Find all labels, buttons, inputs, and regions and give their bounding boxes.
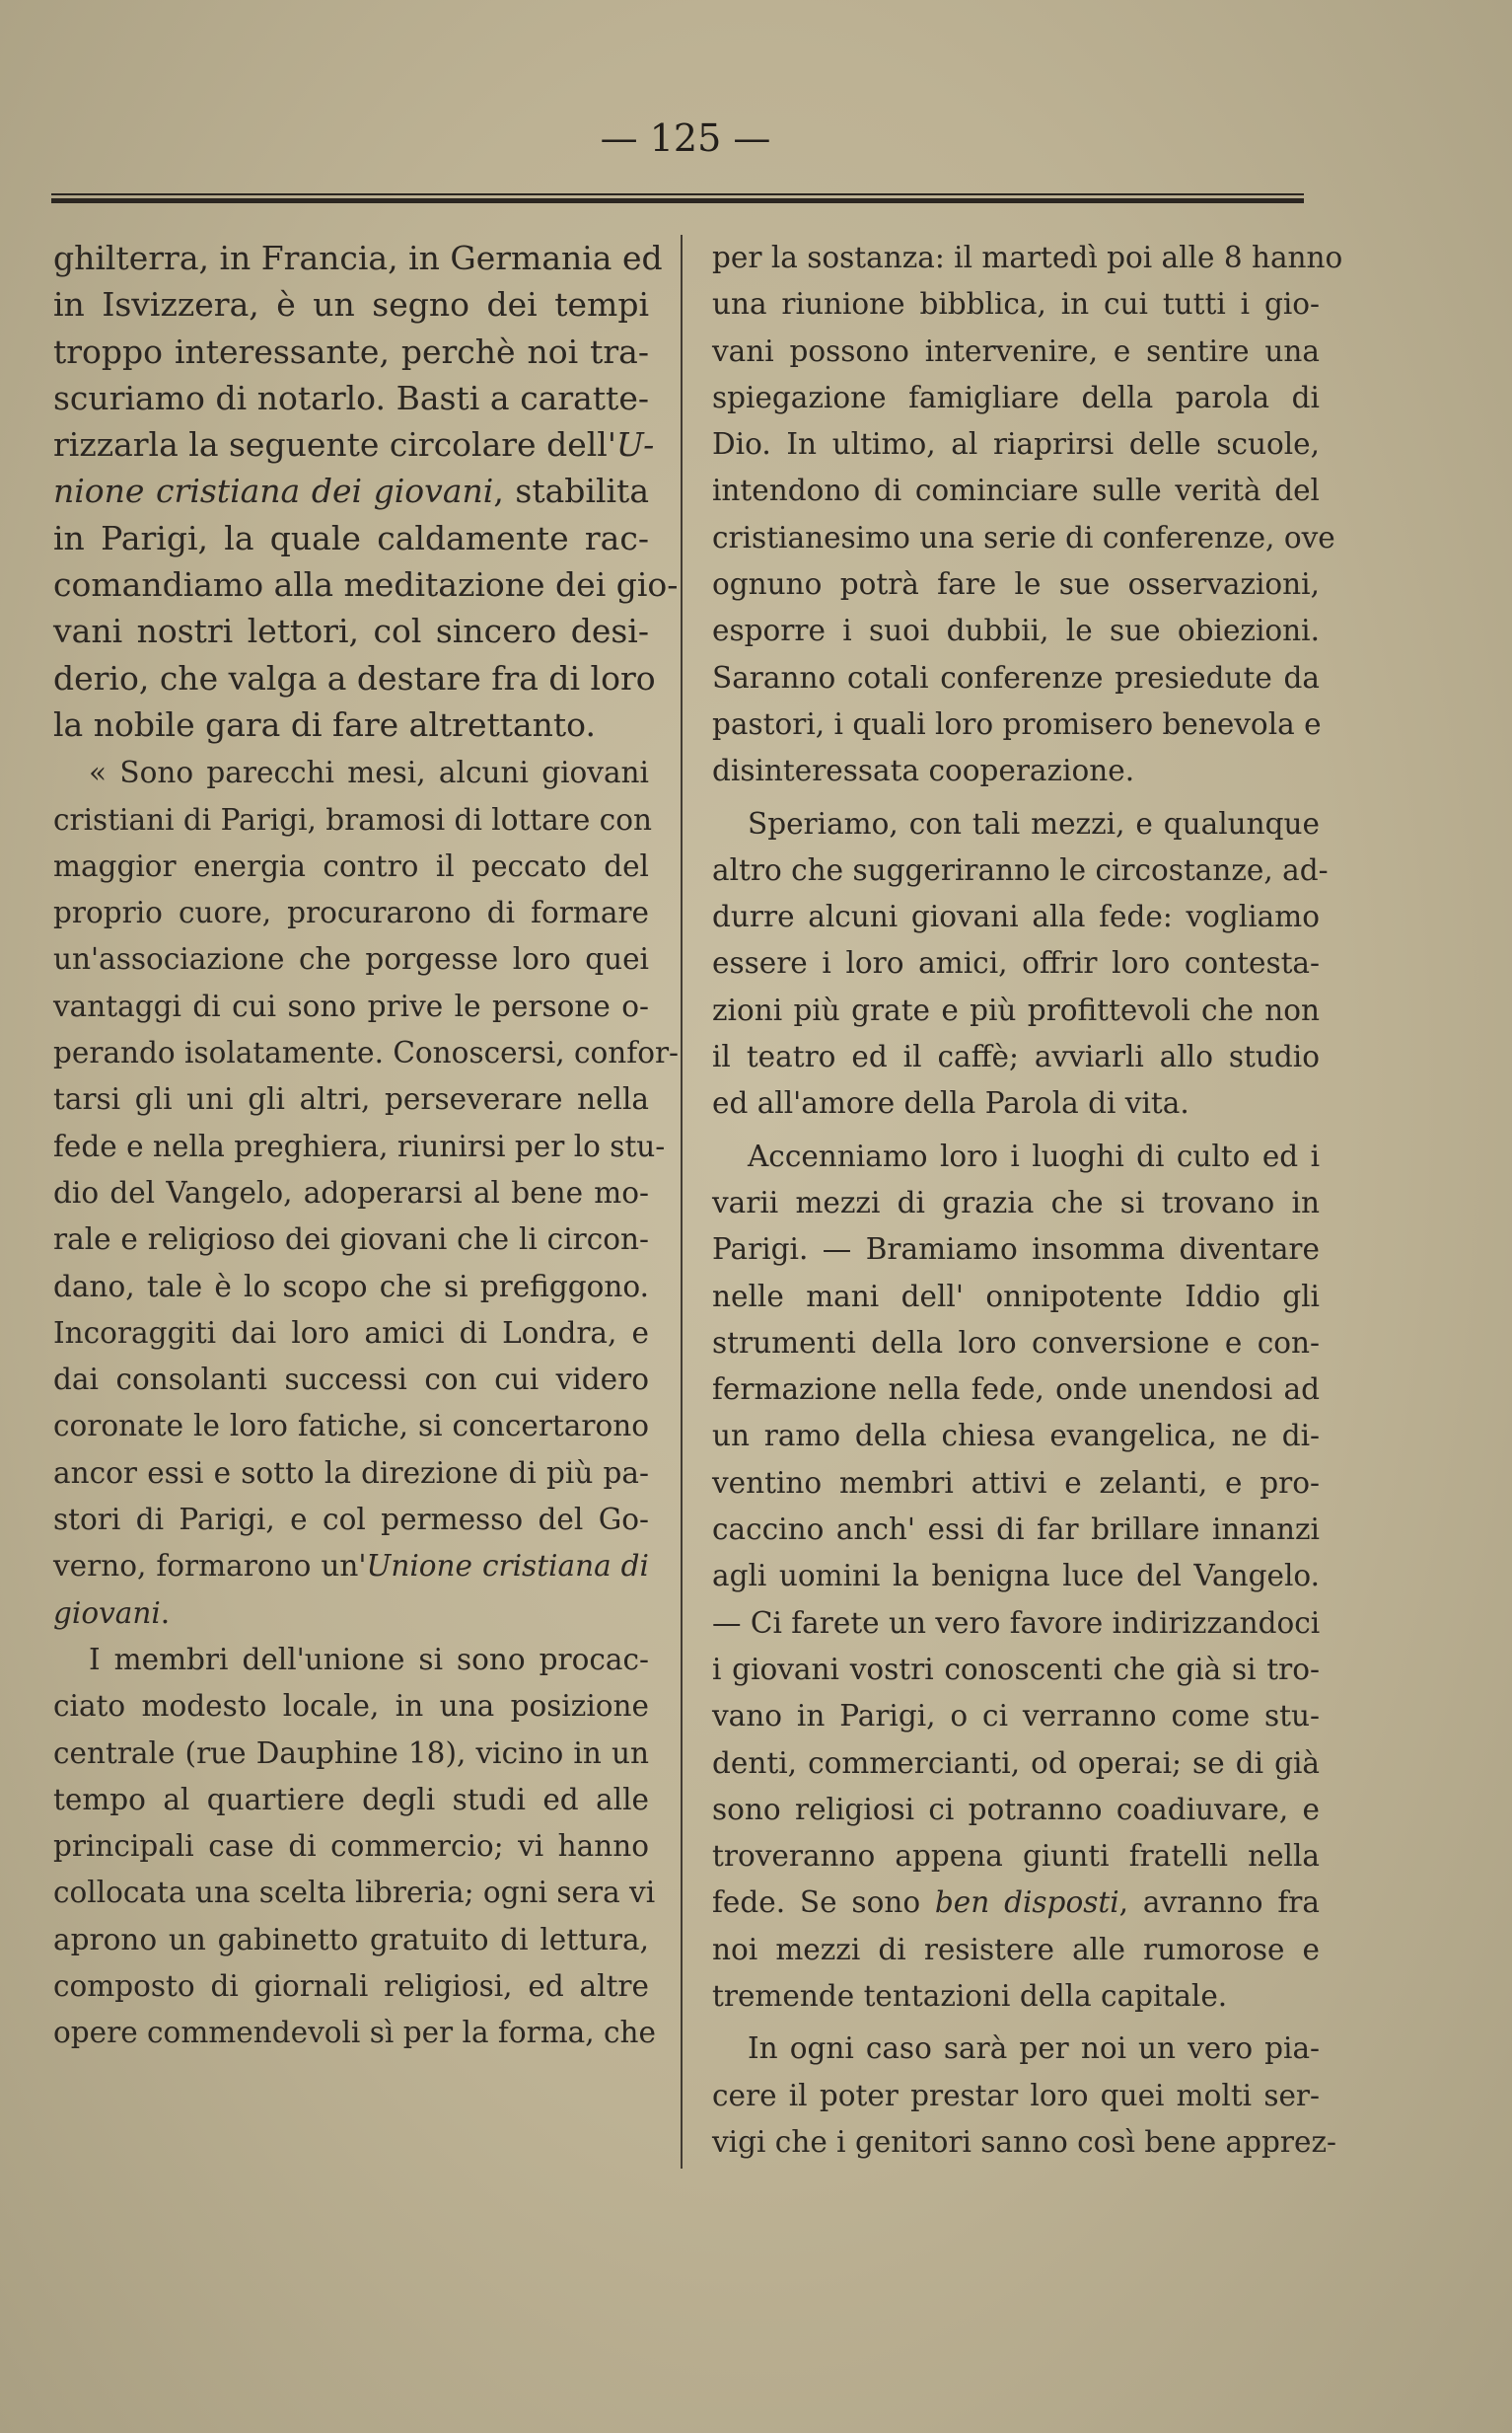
text-line: Accenniamo loro i luoghi di culto ed i (748, 1139, 1320, 1173)
header-rule (51, 193, 1304, 203)
italic-title-fragment: U- (615, 425, 655, 465)
right-worship-paragraph (712, 1134, 1320, 2021)
text-line: tempo al quartiere degli studi ed alle (53, 1782, 649, 1816)
text-fragment: , avranno fra (1118, 1885, 1320, 1920)
left-column (53, 235, 680, 2057)
text-line: in Isvizzera, è un segno dei tempi (53, 285, 649, 325)
italic-title-fragment: nione cristiana dei giovani (53, 472, 494, 511)
text-line: dano, tale è lo scopo che si prefiggono. (53, 1269, 649, 1303)
text-line: aprono un gabinetto gratuito di lettura, (53, 1922, 649, 1956)
text-fragment: verno, formarono un' (53, 1549, 367, 1584)
text-line: scuriamo di notarlo. Basti a caratte- (53, 378, 649, 417)
text-line: agli uomini la benigna luce del Vangelo. (712, 1559, 1320, 1593)
text-line: vani nostri lettori, col sincero desi- (53, 612, 649, 651)
text-line: maggior energia contro il peccato del (53, 848, 649, 883)
text-fragment: . (160, 1595, 171, 1630)
italic-title-fragment: giovani (53, 1595, 161, 1630)
text-line (53, 1543, 649, 1589)
text-line: dai consolanti successi con cui videro (53, 1363, 649, 1397)
text-line: caccino anch' essi di far brillare innanzi (712, 1512, 1320, 1547)
text-line: ciato modesto locale, in una posizione (53, 1689, 649, 1724)
text-line: derio, che valga a destare fra di loro (53, 658, 656, 698)
text-line: intendono di cominciare sulle verità del (712, 474, 1320, 508)
text-line: tremende tentazioni della capitale. (712, 1978, 1228, 2013)
text-line: ognuno potrà fare le sue osservazioni, (712, 567, 1320, 602)
right-hopes-paragraph (712, 801, 1329, 1128)
text-line: un'associazione che porgesse loro quei (53, 942, 649, 977)
italic-emphasis-fragment: ben disposti (934, 1885, 1119, 1920)
text-line (712, 1880, 1320, 1926)
text-line: dio del Vangelo, adoperarsi al bene mo- (53, 1175, 649, 1210)
text-line: perando isolatamente. Conoscersi, confor- (53, 1036, 680, 1070)
text-fragment: rizzarla la seguente circolare dell' (53, 425, 616, 465)
text-line: principali case di commercio; vi hanno (53, 1829, 649, 1864)
text-line: cere il poter prestar loro quei molti ser- (712, 2078, 1320, 2112)
text-line: nelle mani dell' onnipotente Iddio gli (712, 1279, 1320, 1313)
text-line: opere commendevoli sì per la forma, che (53, 2016, 656, 2050)
text-line: una riunione bibblica, in cui tutti i gio- (712, 287, 1320, 322)
text-line: zioni più grate e più profittevoli che non (712, 993, 1320, 1027)
text-line: disinteressata cooperazione. (712, 754, 1135, 788)
text-line: ancor essi e sotto la direzione di più pa- (53, 1455, 649, 1490)
text-line: altro che suggeriranno le circostanze, ad- (712, 852, 1329, 887)
text-line: Parigi. — Bramiamo insomma diventare (712, 1232, 1320, 1267)
text-line: fede e nella preghiera, riunirsi per lo stu- (53, 1129, 666, 1163)
text-line: rale e religioso dei giovani che li circon- (53, 1222, 649, 1257)
left-membership-paragraph (53, 1637, 656, 2057)
text-line: tarsi gli uni gli altri, perseverare nella (53, 1082, 649, 1117)
text-line: stori di Parigi, e col permesso del Go- (53, 1503, 649, 1537)
text-line: « Sono parecchi mesi, alcuni giovani (89, 756, 649, 790)
text-line: ventino membri attivi e zelanti, e pro- (712, 1465, 1320, 1500)
text-line: noi mezzi di resistere alle rumorose e (712, 1932, 1320, 1966)
text-line: Saranno cotali conferenze presiedute da (712, 660, 1320, 695)
text-line: per la sostanza: il martedì poi alle 8 hanno (712, 241, 1343, 274)
text-line: durre alcuni giovani alla fede: vogliamo (712, 900, 1320, 934)
text-line: troveranno appena giunti fratelli nella (712, 1839, 1320, 1874)
text-line: proprio cuore, procurarono di formare (53, 896, 649, 930)
text-line: collocata una scelta libreria; ogni sera vi (53, 1876, 656, 1910)
text-line: un ramo della chiesa evangelica, ne di- (712, 1419, 1320, 1453)
text-line: coronate le loro fatiche, si concertarono (53, 1409, 649, 1443)
text-line: denti, commercianti, od operai; se di già (712, 1745, 1320, 1780)
text-line: comandiamo alla meditazione dei gio- (53, 565, 679, 605)
text-line: ghilterra, in Francia, in Germania ed (53, 239, 663, 277)
text-line: cristianesimo una serie di conferenze, ove (712, 520, 1335, 554)
left-quote-paragraph (53, 750, 680, 1637)
text-line: Incoraggiti dai loro amici di Londra, e (53, 1315, 649, 1350)
column-divider (681, 235, 683, 2169)
text-line: In ogni caso sarà per noi un vero pia- (748, 2031, 1320, 2066)
text-line: il teatro ed il caffè; avviarli allo studio (712, 1040, 1320, 1074)
right-column (712, 235, 1343, 2166)
text-line: vano in Parigi, o ci verranno come stu- (712, 1699, 1320, 1733)
text-line (53, 468, 649, 514)
text-line: troppo interessante, perchè noi tra- (53, 332, 649, 371)
text-line: sono religiosi ci potranno coadiuvare, e (712, 1792, 1320, 1826)
text-line: vantaggi di cui sono prive le persone o- (53, 989, 649, 1023)
text-line: centrale (rue Dauphine 18), vicino in un (53, 1735, 649, 1770)
text-fragment: , stabilita (493, 472, 649, 511)
text-line: varii mezzi di grazia che si trovano in (712, 1185, 1320, 1219)
text-line: pastori, i quali loro promisero benevola e (712, 706, 1322, 741)
text-line: Speriamo, con tali mezzi, e qualunque (748, 806, 1320, 841)
right-closing-paragraph (712, 2026, 1336, 2166)
text-line: — Ci farete un vero favore indirizzandoci (712, 1605, 1321, 1640)
text-fragment: fede. Se sono (712, 1885, 935, 1920)
text-line (53, 421, 655, 468)
text-line: Dio. In ultimo, al riaprirsi delle scuole, (712, 427, 1320, 462)
text-line: strumenti della loro conversione e con- (712, 1325, 1320, 1360)
text-line: composto di giornali religiosi, ed altre (53, 1968, 649, 2003)
italic-title-fragment: Unione cristiana di (366, 1549, 649, 1584)
text-line: vani possono intervenire, e sentire una (712, 333, 1320, 368)
text-line (53, 1590, 649, 1637)
text-line: in Parigi, la quale caldamente rac- (53, 518, 649, 557)
text-line: la nobile gara di fare altrettanto. (53, 704, 596, 744)
page-number: — 125 — (600, 116, 771, 160)
text-line: esporre i suoi dubbii, le sue obiezioni. (712, 614, 1320, 648)
text-line: I membri dell'unione si sono procac- (89, 1642, 649, 1676)
text-line: spiegazione famigliare della parola di (712, 380, 1320, 414)
text-line: ed all'amore della Parola di vita. (712, 1086, 1189, 1121)
text-line: fermazione nella fede, onde unendosi ad (712, 1372, 1320, 1407)
text-line: vigi che i genitori sanno così bene apprez- (712, 2124, 1336, 2159)
text-line: essere i loro amici, offrir loro contesta- (712, 946, 1320, 981)
left-intro-paragraph (53, 235, 679, 748)
text-line: cristiani di Parigi, bramosi di lottare con (53, 802, 652, 837)
text-line: i giovani vostri conoscenti che già si tro- (712, 1652, 1320, 1686)
right-continuation-paragraph (712, 235, 1343, 795)
